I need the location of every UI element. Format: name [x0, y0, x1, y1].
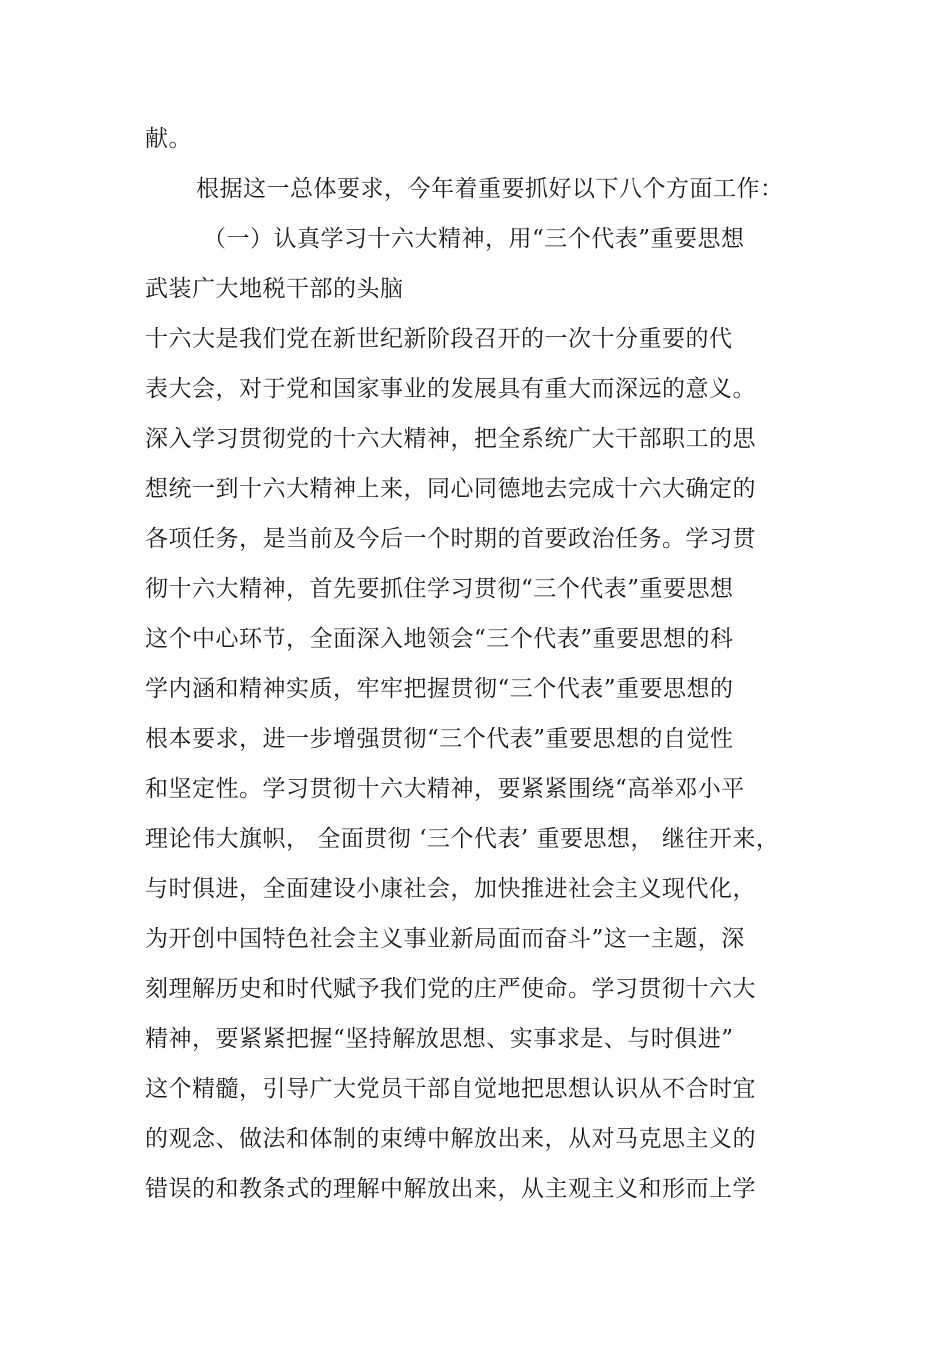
text-line: 错误的和教条式的理解中解放出来，从主观主义和形而上学 [145, 1176, 756, 1202]
text-line: 根本要求，进一步增强贯彻“三个代表”重要思想的自觉性 [145, 726, 734, 752]
text-line: 深入学习贯彻党的十六大精神，把全系统广大干部职工的思 [145, 426, 756, 452]
text-line: 为开创中国特色社会主义事业新局面而奋斗”这一主题，深 [145, 926, 745, 952]
text-line: 献。 [145, 126, 192, 152]
text-line: 学内涵和精神实质，牢牢把握贯彻“三个代表”重要思想的 [145, 676, 734, 702]
text-line: 彻十六大精神，首先要抓住学习贯彻“三个代表”重要思想 [145, 576, 734, 602]
text-line: 各项任务，是当前及今后一个时期的首要政治任务。学习贯 [145, 526, 756, 552]
text-line: 的观念、做法和体制的束缚中解放出来，从对马克思主义的 [145, 1126, 756, 1152]
text-line: 十六大是我们党在新世纪新阶段召开的一次十分重要的代 [145, 326, 733, 352]
text-line: 理论伟大旗帜， 全面贯彻 ‘三个代表’ 重要思想， 继往开来， [145, 826, 780, 852]
text-line: 表大会，对于党和国家事业的发展具有重大而深远的意义。 [145, 376, 756, 402]
text-line: 与时俱进，全面建设小康社会，加快推进社会主义现代化， [145, 876, 756, 902]
section-heading: 武装广大地税干部的头脑 [145, 276, 404, 302]
text-line: 这个中心环节，全面深入地领会“三个代表”重要思想的科 [145, 626, 734, 652]
text-line: 这个精髓，引导广大党员干部自觉地把思想认识从不合时宜 [145, 1076, 756, 1102]
text-line: 想统一到十六大精神上来，同心同德地去完成十六大确定的 [145, 476, 756, 502]
text-line: 精神，要紧紧把握“坚持解放思想、实事求是、与时俱进” [145, 1026, 734, 1052]
section-heading: （一）认真学习十六大精神，用“三个代表”重要思想 [203, 226, 745, 252]
text-line: 和坚定性。学习贯彻十六大精神，要紧紧围绕“高举邓小平 [145, 776, 745, 802]
text-line: 刻理解历史和时代赋予我们党的庄严使命。学习贯彻十六大 [145, 976, 756, 1002]
text-line: 根据这一总体要求，今年着重要抓好以下八个方面工作： [196, 176, 784, 202]
